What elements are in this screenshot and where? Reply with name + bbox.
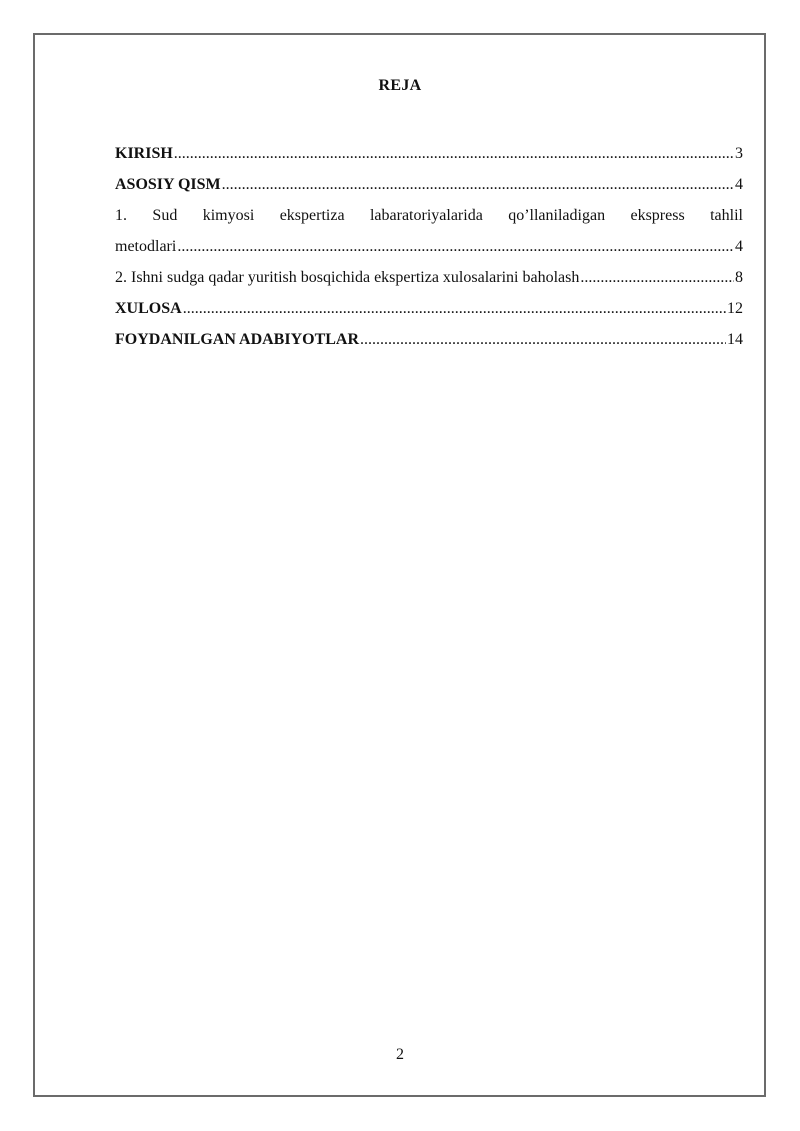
toc-entry-item1-line1: 1. Sud kimyosi ekspertiza labaratoriyalarida qo’llaniladigan ekspress tahlil [115,207,743,224]
toc-entry-xulosa [115,293,743,324]
dot-leader [360,324,726,355]
dot-leader [580,262,734,293]
toc-label: FOYDANILGAN ADABIYOTLAR [115,331,360,348]
table-of-contents [115,138,743,355]
toc-page-number: 8 [735,269,743,286]
toc-entry-kirish [115,138,743,169]
toc-page-number: 12 [727,300,743,317]
toc-label: ASOSIY QISM [115,176,221,193]
dot-leader [177,231,734,262]
toc-label: KIRISH [115,145,173,162]
toc-entry-item2 [115,262,743,293]
toc-entry-item1-line2 [115,231,743,262]
dot-leader [222,169,734,200]
toc-entry-asosiy-qism [115,169,743,200]
toc-label: XULOSA [115,300,182,317]
toc-label: 2. Ishni sudga qadar yuritish bosqichida ekspertiza xulosalarini baholash [115,269,580,286]
toc-page-number: 3 [735,145,743,162]
dot-leader [183,293,726,324]
toc-label: metodlari [115,238,177,255]
dot-leader [174,138,734,169]
page-title: REJA [378,77,422,94]
toc-page-number: 14 [727,331,743,348]
toc-page-number: 4 [735,238,743,255]
page-number: 2 [396,1046,404,1063]
toc-entry-foydanilgan-adabiyotlar [115,324,743,355]
toc-page-number: 4 [735,176,743,193]
